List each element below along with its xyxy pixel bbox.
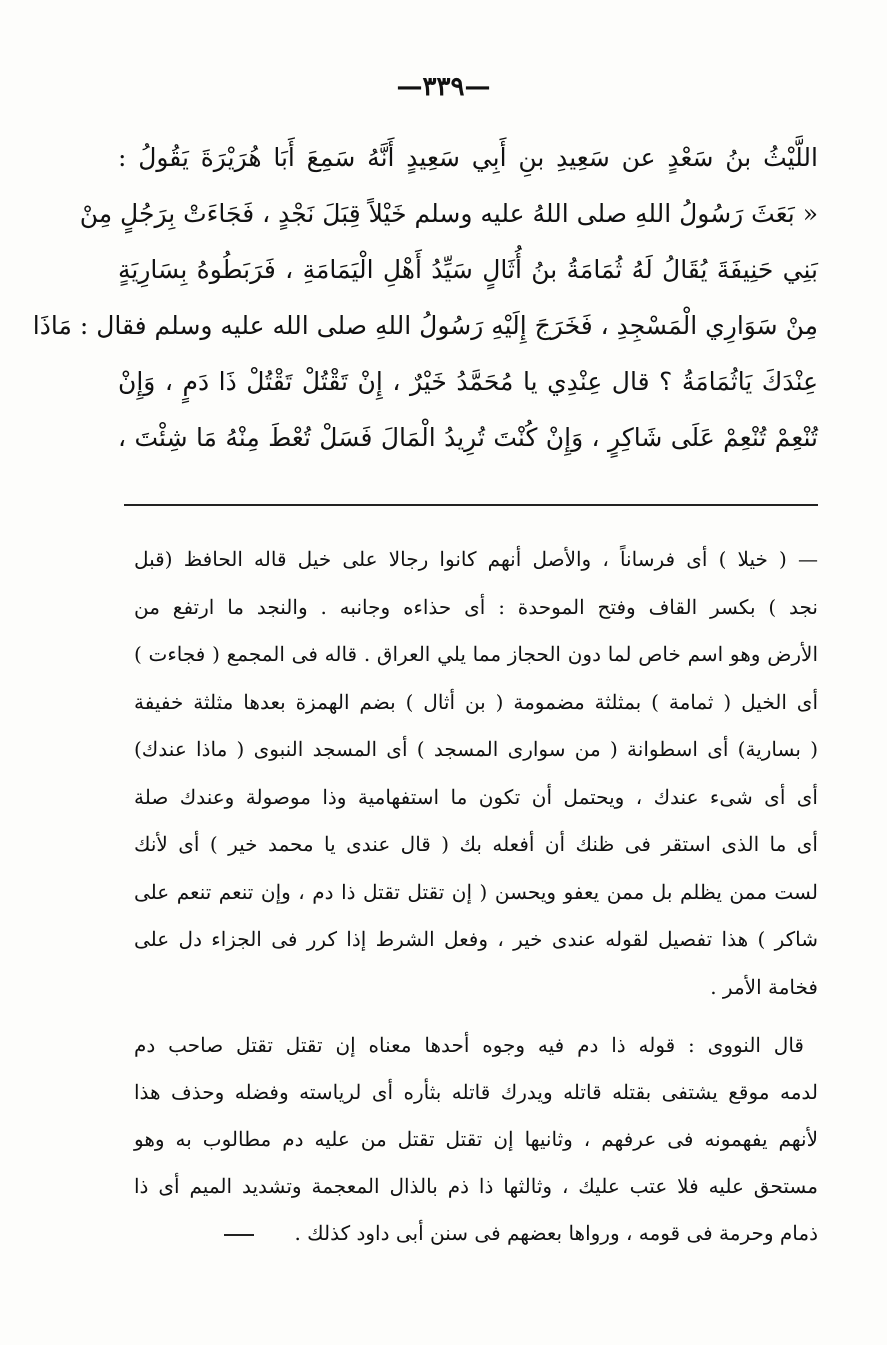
hadith-line: عِنْدَكَ يَاثُمَامَةُ ؟ قال عِنْدِي يا مُحَمَّدُ خَيْرٌ ، إِنْ تَقْتُلْ تَقْتُلْ ذَا دَمٍ ، وَإِنْ [118, 367, 818, 396]
commentary-text [134, 536, 818, 1011]
nawawi-line: ذمام وحرمة فى قومه ، ورواها بعضهم فى سنن أبى داود كذلك . [294, 1221, 818, 1245]
commentary-line: الأرض وهو اسم خاص لما دون الحجاز مما يلي العراق . قاله فى المجمع ( فجاءت ) [134, 642, 818, 666]
hadith-line: « بَعَثَ رَسُولُ اللهِ صلى اللهُ عليه وسلم خَيْلاً قِبَلَ نَجْدٍ ، فَجَاءَتْ بِرَجُلٍ مِنْ [79, 199, 818, 228]
hadith-line: اللَّيْثُ بنُ سَعْدٍ عن سَعِيدِ بنِ أَبِي سَعِيدٍ أَنَّهُ سَمِعَ أَبَا هُرَيْرَةَ يَقُولُ : [118, 143, 818, 172]
nawawi-line: لأنهم يفهمونه فى عرفهم ، وثانيها إن تقتل تقتل من عليه دم مطالوب به وهو [134, 1127, 818, 1151]
commentary-line: شاكر ) هذا تفصيل لقوله عندى خير ، وفعل الشرط إذا كرر فى الجزاء دل على [134, 927, 818, 951]
nawawi-line-last [134, 1210, 818, 1257]
hadith-line: بَنِي حَنِيفَةَ يُقَالُ لَهُ ثُمَامَةُ بنُ أُثَالٍ سَيِّدُ أَهْلِ الْيَمَامَةِ ، فَرَبَطُوهُ بِسَارِيَةٍ [118, 255, 818, 284]
hadith-line: مِنْ سَوَارِي الْمَسْجِدِ ، فَخَرَجَ إِلَيْهِ رَسُولُ اللهِ صلى الله عليه وسلم فقال : مَاذَا [32, 311, 818, 340]
hadith-text [32, 130, 818, 466]
commentary-line: أى ما الذى استقر فى ظنك أن أفعله بك ( قال عندى يا محمد خير ) أى لأنك [134, 832, 818, 856]
commentary-line: أى الخيل ( ثمامة ) بمثلثة مضمومة ( بن أثال ) بضم الهمزة بعدها مثلثة خفيفة [134, 689, 818, 714]
nawawi-line: لدمه موقع يشتفى بقتله قاتله ويدرك قاتله بثأره أى لرياسته وفضله وحذف هذا [134, 1080, 818, 1104]
commentary-line: — ( خيلا ) أى فرساناً ، والأصل أنهم كانوا رجالا على خيل قاله الحافظ (قبل [134, 547, 818, 571]
commentary-line: أى أى شىء عندك ، ويحتمل أن تكون ما استفهامية وذا موصولة وعندك صلة [134, 784, 818, 809]
nawawi-line: قال النووى : قوله ذا دم فيه وجوه أحدها معناه إن تقتل تقتل صاحب دم [134, 1033, 804, 1057]
hadith-line: تُنْعِمْ تُنْعِمْ عَلَى شَاكِرٍ ، وَإِنْ كُنْتَ تُرِيدُ الْمَالَ فَسَلْ تُعْطَ مِنْهُ مَا شِئْتَ ، [118, 423, 818, 452]
footnote-divider [124, 504, 818, 506]
end-dash [224, 1234, 254, 1236]
commentary-line: فخامة الأمر . [710, 974, 818, 999]
nawawi-line: مستحق عليه فلا عتب عليك ، وثالثها ذا ذم بالذال المعجمة وتشديد الميم أى ذا [134, 1174, 818, 1198]
commentary-line: لست ممن يظلم بل ممن يعفو ويحسن ( إن تقتل تقتل ذا دم ، وإن تنعم تنعم على [134, 879, 818, 904]
nawawi-commentary [134, 1022, 818, 1257]
commentary-line: نجد ) بكسر القاف وفتح الموحدة : أى حذاءه وجانبه . والنجد ما ارتفع من [134, 594, 818, 619]
commentary-line: ( بسارية) أى اسطوانة ( من سوارى المسجد ) أى المسجد النبوى ( ماذا عندك) [134, 737, 818, 761]
page-number: —٣٣٩— [396, 72, 491, 102]
